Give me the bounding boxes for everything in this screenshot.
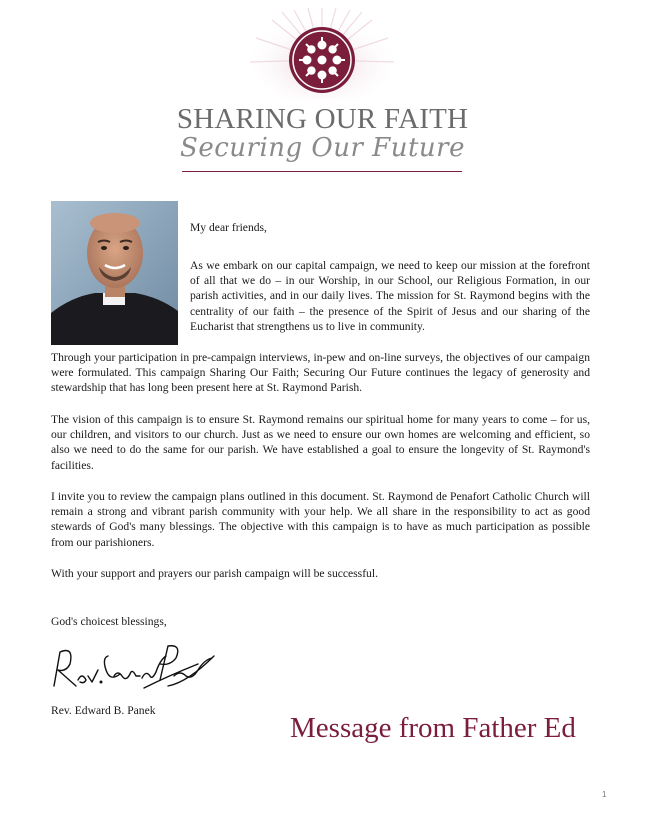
priest-portrait-photo [51, 201, 178, 345]
letter-salutation: My dear friends, [190, 221, 267, 234]
letter-paragraph-4: I invite you to review the campaign plans outlined in this document. St. Raymond de Penafort Catholic Church will remain a strong and vibrant parish community with your help. We all share in the responsibility to act as good stewards of God's many blessings. The objective with this campaign is to have as much participation as possible from our parishioners. [51, 490, 590, 549]
campaign-logo [0, 0, 645, 200]
signer-name: Rev. Edward B. Panek [51, 704, 156, 717]
message-title: Message from Father Ed [290, 712, 576, 744]
handwritten-signature [48, 636, 218, 696]
letter-paragraph-5: With your support and prayers our parish campaign will be successful. [51, 567, 378, 580]
flower-medallion-icon [250, 8, 395, 100]
letter-closing: God's choicest blessings, [51, 615, 167, 628]
letter-paragraph-1: As we embark on our capital campaign, we need to keep our mission at the forefront of all that we do – in our Worship, in our School, our Religious Formation, in our parish activities, and in our daily lives. The mission for St. Raymond begins with the centrality of our faith – the presence of the Spirit of Jesus and our sharing of the Eucharist that strengthens us to live in community. [190, 259, 590, 333]
page-number: 1 [602, 790, 607, 799]
logo-subtitle: Securing Our Future [180, 133, 465, 163]
logo-title: SHARING OUR FAITH [176, 103, 469, 135]
letter-paragraph-3: The vision of this campaign is to ensure St. Raymond remains our spiritual home for many years to come – for us, our children, and visitors to our church. Just as we need to ensure our own homes are welcoming and efficient, so also we need to do the same for our parish. We have established a goal to ensure the longevity of St. Raymond's facilities. [51, 413, 590, 472]
letter-paragraph-2: Through your participation in pre-campaign interviews, in-pew and on-line surveys, the objectives of our campaign were formulated. This campaign Sharing Our Faith; Securing Our Future continues the legacy of generosity and stewardship that has long been present here at St. Raymond Parish. [51, 351, 590, 395]
logo-divider [182, 171, 462, 172]
